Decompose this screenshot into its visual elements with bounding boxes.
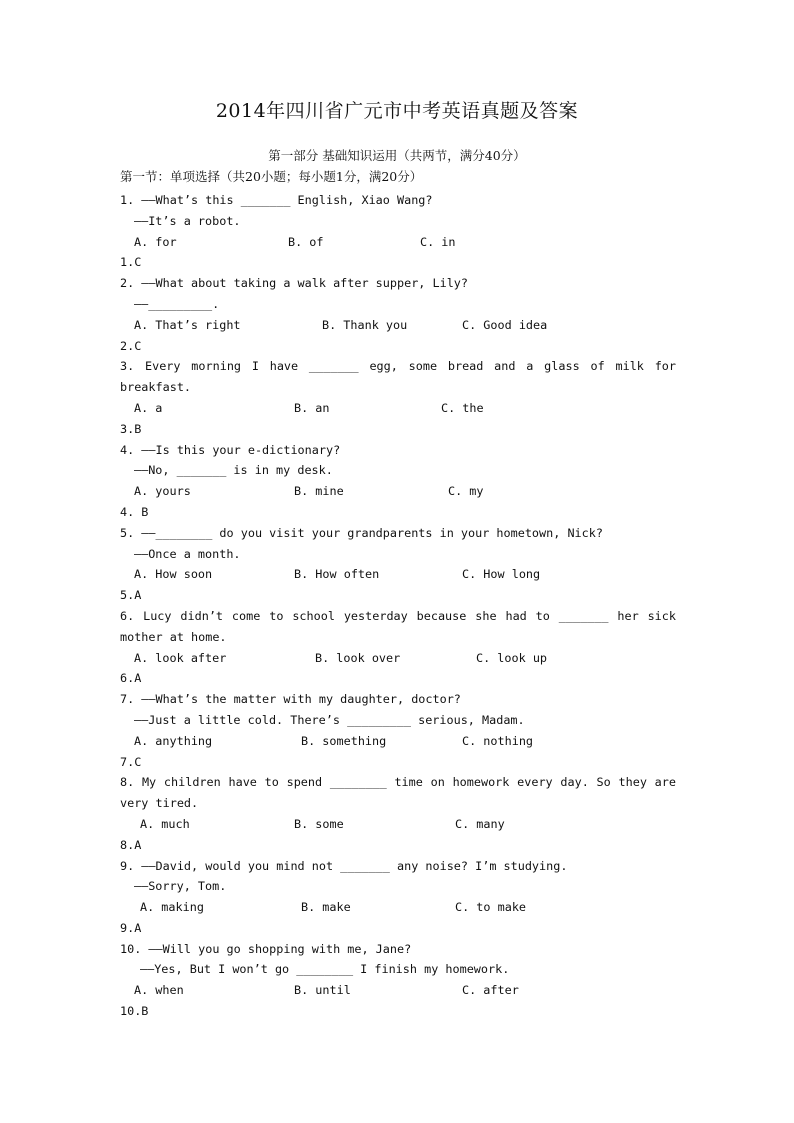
- question-list: [120, 190, 676, 1022]
- options-row: [120, 481, 676, 502]
- option-a: A. anything: [134, 733, 213, 748]
- answer-key: 1.C: [120, 255, 142, 270]
- question-stem: 2. ——What about taking a walk after supper, Lily?: [120, 276, 469, 291]
- option-a: A. yours: [134, 484, 191, 499]
- option-a: A. How soon: [134, 567, 213, 582]
- options-row: [120, 897, 676, 918]
- options-row: [120, 564, 676, 585]
- answer-key: 7.C: [120, 754, 142, 769]
- option-b: B. something: [301, 733, 387, 748]
- question-stem: 10. ——Will you go shopping with me, Jane?: [120, 941, 412, 956]
- answer-key: 4. B: [120, 504, 149, 519]
- options-row: [120, 398, 676, 419]
- question-stem: 6. Lucy didn’t come to school yesterday because she had to _______ her sick: [120, 608, 676, 623]
- question-stem-line: breakfast.: [120, 380, 192, 395]
- options-row: [120, 731, 676, 752]
- options-row: [120, 814, 676, 835]
- options-row: [120, 232, 676, 253]
- answer-key: 6.A: [120, 671, 142, 686]
- question-item: [120, 772, 676, 855]
- option-c: C. Good idea: [462, 317, 548, 332]
- question-item: [120, 939, 676, 1022]
- question-item: [120, 856, 676, 939]
- question-item: [120, 356, 676, 439]
- question-stem: 5. ——________ do you visit your grandparents in your hometown, Nick?: [120, 525, 603, 540]
- option-b: B. mine: [294, 484, 344, 499]
- option-c: C. my: [448, 484, 484, 499]
- document-title: 2014年四川省广元市中考英语真题及答案: [215, 100, 579, 122]
- answer-key: 5.A: [120, 588, 142, 603]
- options-row: [120, 648, 676, 669]
- question-stem: 1. ——What’s this _______ English, Xiao Wang?: [120, 193, 433, 207]
- question-item: [120, 606, 676, 689]
- option-a: A. That’s right: [134, 317, 241, 332]
- option-c: C. many: [455, 816, 505, 831]
- option-b: B. make: [301, 900, 351, 915]
- option-c: C. the: [441, 400, 484, 415]
- answer-key: 2.C: [120, 338, 142, 353]
- options-row: [120, 315, 676, 336]
- question-stem: 9. ——David, would you mind not _______ any noise? I’m studying.: [120, 858, 568, 873]
- option-b: B. look over: [315, 650, 401, 665]
- option-a: A. a: [134, 400, 163, 415]
- option-b: B. an: [294, 400, 330, 415]
- option-b: B. How often: [294, 567, 380, 582]
- question-stem-line: very tired.: [120, 796, 199, 811]
- answer-key: 8.A: [120, 837, 142, 852]
- option-c: C. nothing: [462, 733, 534, 748]
- question-item: [120, 273, 676, 356]
- question-stem: 3. Every morning I have _______ egg, some bread and a glass of milk for: [120, 359, 676, 374]
- option-c: C. in: [420, 234, 456, 249]
- question-stem-line: ——Sorry, Tom.: [134, 879, 227, 894]
- option-b: B. some: [294, 816, 344, 831]
- question-item: [120, 190, 676, 273]
- option-c: C. How long: [462, 567, 541, 582]
- part-heading: 第一部分 基础知识运用（共两节，满分40分）: [268, 148, 526, 163]
- section-heading: 第一节：单项选择（共20小题；每小题1分，满20分）: [120, 169, 423, 184]
- option-c: C. look up: [476, 650, 548, 665]
- question-stem-line: ——Yes, But I won’t go ________ I finish my homework.: [140, 962, 510, 977]
- question-stem-line: ——It’s a robot.: [134, 213, 241, 228]
- question-stem: 8. My children have to spend ________ time on homework every day. So they are: [120, 775, 676, 790]
- answer-key: 10.B: [120, 1004, 149, 1019]
- question-item: [120, 689, 676, 772]
- option-a: A. when: [134, 983, 184, 998]
- question-item: [120, 440, 676, 523]
- question-stem-line: mother at home.: [120, 629, 227, 644]
- option-c: C. after: [462, 983, 519, 998]
- answer-key: 9.A: [120, 920, 142, 935]
- option-a: A. look after: [134, 650, 227, 665]
- question-stem-line: ——Once a month.: [134, 546, 241, 561]
- question-stem-line: ——Just a little cold. There’s _________ serious, Madam.: [134, 712, 525, 727]
- option-b: B. Thank you: [322, 317, 408, 332]
- option-c: C. to make: [455, 900, 527, 915]
- question-stem: 7. ——What’s the matter with my daughter, doctor?: [120, 692, 461, 707]
- option-a: A. making: [140, 900, 204, 915]
- question-stem-line: ——No, _______ is in my desk.: [134, 463, 333, 478]
- option-b: B. of: [288, 234, 324, 249]
- option-a: A. for: [134, 234, 177, 249]
- question-stem-line: ——_________.: [134, 296, 220, 311]
- option-b: B. until: [294, 983, 351, 998]
- question-stem: 4. ——Is this your e-dictionary?: [120, 442, 341, 457]
- options-row: [120, 980, 676, 1001]
- answer-key: 3.B: [120, 421, 142, 436]
- option-a: A. much: [140, 816, 190, 831]
- question-item: [120, 523, 676, 606]
